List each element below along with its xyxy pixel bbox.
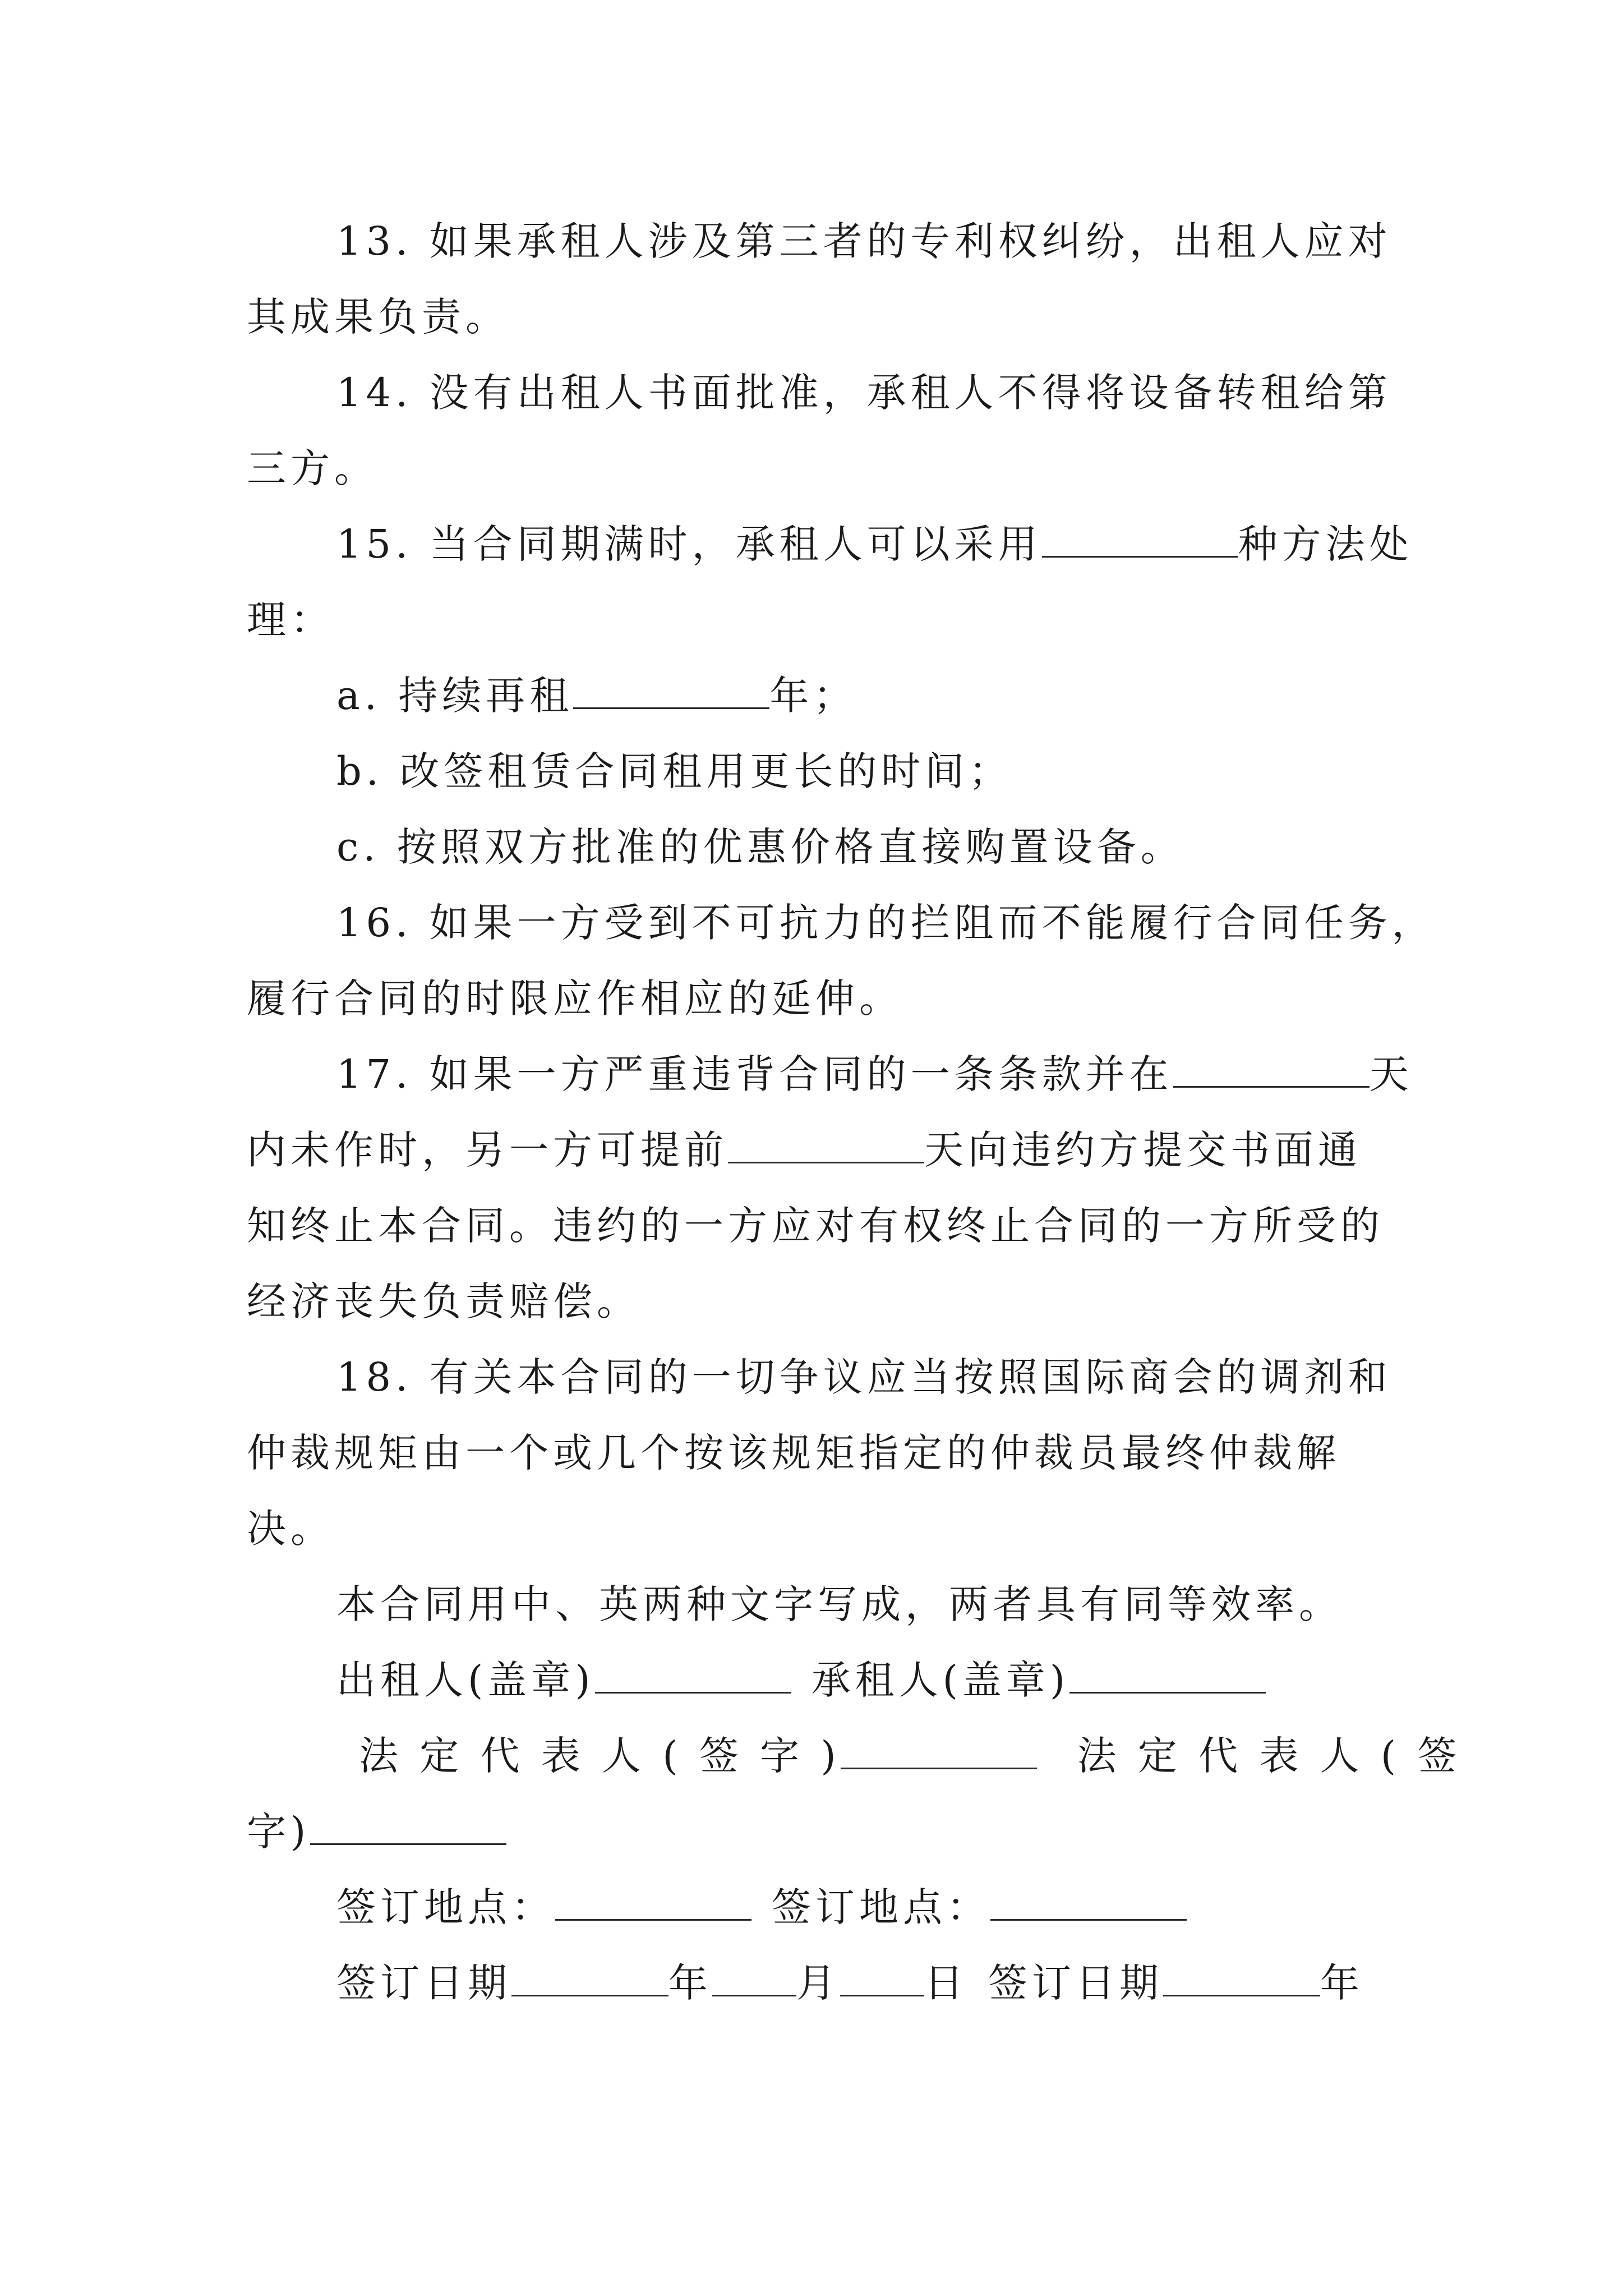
language-note-text: 本合同用中、英两种文字写成，两者具有同等效率。 [336,1581,1343,1627]
clause-17-text-f: 经济丧失负责赔偿。 [247,1278,640,1324]
representative-line-2 [247,1803,506,1860]
clause-18-text: 18. 有关本合同的一切争议应当按照国际商会的调剂和 [336,1354,1392,1400]
clause-16-line-2 [247,970,903,1027]
clause-14-line-1 [336,365,1392,421]
clause-14-text-cont: 三方。 [247,445,378,491]
representative-line [359,1728,1461,1784]
lessor-seal-label: 出租人(盖章) [336,1657,595,1703]
lessee-seal-blank[interactable] [1069,1657,1266,1694]
date-month-blank-1[interactable] [712,1960,796,1996]
clause-15-text: 15. 当合同期满时，承租人可以采用 [336,521,1042,567]
place-line [336,1879,1187,1935]
place-blank-1[interactable] [555,1884,751,1921]
place-blank-2[interactable] [990,1884,1187,1921]
option-a-text: a. 持续再租 [336,673,574,719]
option-c-text: c. 按照双方批准的优惠价格直接购置设备。 [336,824,1184,870]
date-year-blank-1[interactable] [511,1960,668,1996]
cure-days-blank[interactable] [1173,1051,1370,1088]
clause-17-line-4 [247,1273,640,1329]
clause-17-line-3 [247,1198,1384,1254]
date-line [336,1955,1364,2011]
date-day-label-1: 日 [924,1960,968,2006]
date-year-blank-2[interactable] [1163,1960,1320,1996]
clause-18-text-cont: 仲裁规矩由一个或几个按该规矩指定的仲裁员最终仲裁解 [247,1430,1340,1476]
date-label-1: 签订日期 [336,1960,511,2006]
clause-15-option-c [336,819,1184,875]
lessee-rep-blank[interactable] [310,1809,506,1845]
method-count-blank[interactable] [1042,521,1238,558]
date-year-label-2: 年 [1320,1960,1364,2006]
lessor-seal-blank[interactable] [595,1657,791,1694]
renewal-years-blank[interactable] [573,673,769,709]
clause-17-text: 17. 如果一方严重违背合同的一条条款并在 [336,1051,1173,1097]
language-note [336,1576,1343,1632]
clause-17-line-1 [336,1046,1413,1102]
clause-18-line-3 [247,1501,334,1557]
clause-16-text: 16. 如果一方受到不可抗力的拦阻而不能履行合同任务， [336,900,1436,946]
date-label-2: 签订日期 [988,1960,1163,2006]
clause-14-text: 14. 没有出租人书面批准，承租人不得将设备转租给第 [336,370,1392,416]
option-b-text: b. 改签租赁合同租用更长的时间； [336,748,1013,794]
clause-15-option-b [336,743,1012,799]
clause-17-text-e: 知终止本合同。违约的一方应对有权终止合同的一方所受的 [247,1203,1384,1249]
clause-16-line-1 [336,895,1436,951]
seal-line [336,1652,1266,1708]
clause-13-text-cont: 其成果负责。 [247,294,509,340]
clause-15-line-1 [336,516,1413,572]
clause-17-text-d: 天向违约方提交书面通 [924,1127,1362,1173]
option-a-text-b: 年； [769,673,857,719]
place-label-2: 签订地点： [772,1884,990,1930]
clause-17-line-2 [247,1122,1362,1178]
lessor-rep-label: 法 定 代 表 人 ( 签 字 ) [359,1733,841,1779]
clause-14-line-2 [247,440,378,496]
clause-18-text-end: 决。 [247,1506,334,1552]
lessee-rep-label-cont: 字) [247,1809,311,1855]
clause-15-option-a [336,668,857,724]
clause-16-text-cont: 履行合同的时限应作相应的延伸。 [247,976,903,1022]
lessee-seal-label: 承租人(盖章) [811,1657,1070,1703]
date-year-label-1: 年 [668,1960,712,2006]
clause-13-line-1 [336,213,1392,269]
clause-17-text-c: 内未作时，另一方可提前 [247,1127,728,1173]
clause-18-line-1 [336,1349,1392,1405]
notice-days-blank[interactable] [728,1127,924,1163]
place-label-1: 签订地点： [336,1884,555,1930]
lessee-rep-label: 法 定 代 表 人 ( 签 [1077,1733,1461,1779]
clause-17-text-b: 天 [1369,1051,1413,1097]
date-day-blank-1[interactable] [840,1960,924,1996]
clause-18-line-2 [247,1425,1340,1481]
clause-15-text-cont: 理： [247,597,334,643]
clause-15-line-2 [247,592,334,648]
date-month-label-1: 月 [796,1960,840,2006]
clause-15-text-b: 种方法处 [1238,521,1413,567]
clause-13-text: 13. 如果承租人涉及第三者的专利权纠纷，出租人应对 [336,218,1392,264]
clause-13-line-2 [247,289,509,345]
lessor-rep-blank[interactable] [841,1733,1037,1769]
